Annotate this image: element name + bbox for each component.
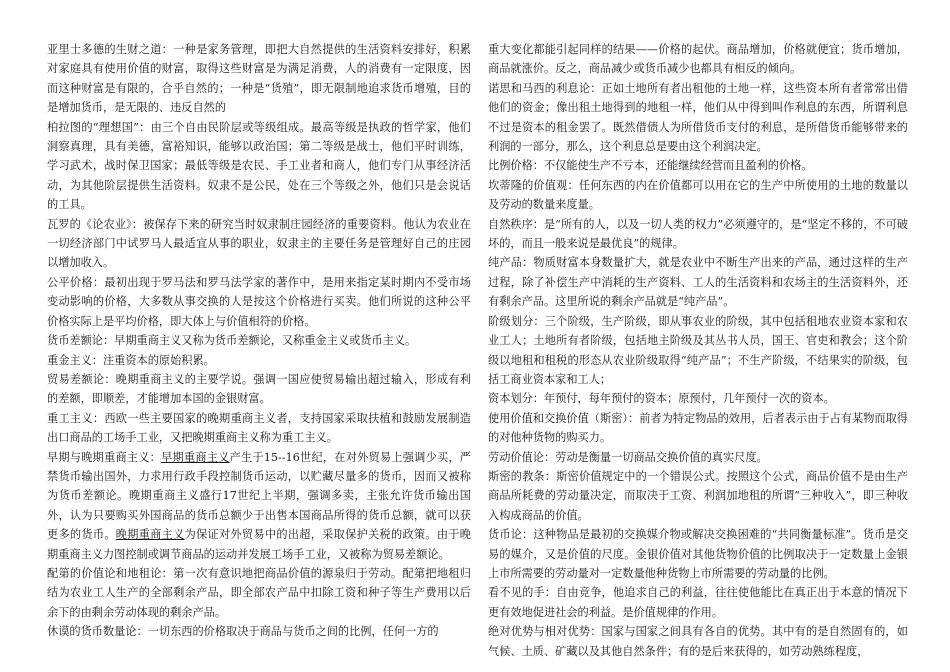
paragraph-balance-of-trade: 贸易差额论：晚期重商主义的主要学说。强调一国应使贸易输出超过输入，形成有利的差额，即顺差，才能增加本国的金银财富。 [47, 372, 471, 406]
paragraph-early-late-mercantilism [47, 448, 471, 564]
underlined-term: 晚期重商主义 [115, 528, 185, 542]
paragraph-aristotle: 亚里士多德的生财之道：一种是家务管理，即把大自然提供的生活资料安排好，积累对家庭具有使用价值的财富，取得这些财富是为满足消费，人的消费有一定限度，因而这种财富是有限的，合乎自然的；一种是“货殖”，即无限制地追求货币增殖，目的是增加货币，是无限的、违反自然的 [47, 43, 471, 115]
underlined-term: 早期重商主义 [161, 450, 230, 464]
paragraph-plato: 柏拉图的“理想国”：由三个自由民阶层或等级组成。最高等级是执政的哲学家，他们洞察真理，具有美德，富裕知识，能够以政治国；第二等级是战士，他们平时训练，学习武术，战时保卫国家；最低等级是农民、手工业者和商人，他们专门从事经济活动，为其他阶层提供生活资料。奴隶不是公民，处在三个等级之外，他们只是会说话的工具。 [47, 120, 471, 212]
paragraph-cantillon: 坎蒂隆的价值观：任何东西的内在价值都可以用在它的生产中所使用的土地的数量以及劳动的数量来度量。 [488, 178, 908, 212]
paragraph-natural-order: 自然秩序：是“所有的人，以及一切人类的权力”必须遵守的，是“坚定不移的，不可破坏的，而且一般来说是最优良”的规律。 [488, 217, 908, 251]
paragraph-proportional-price: 比例价格：不仅能使生产不亏本，还能继续经营而且盈利的价格。 [488, 159, 813, 173]
paragraph-use-exchange-value: 使用价值和交换价值（斯密）：前者为特定物品的效用，后者表示由于占有某物而取得的对他种货物的购买力。 [488, 411, 908, 445]
paragraph-petty: 配第的价值论和地租论：第一次有意识地把商品价值的源泉归于劳动。配第把地租归结为农业工人生产的全部剩余产品，即全部农产品中扣除工资和种子等生产费用以后余下的由剩余劳动体现的剩余产品。 [47, 566, 471, 619]
text-segment: 为保证对外贸易中的出超，采取保护关税的政策。由于晚期重商主义力图控制或调节商品的运动并发展工场手工业，又被称为贸易差额论。 [47, 528, 471, 561]
paragraph-net-product: 纯产品：物质财富本身数量扩大，就是农业中不断生产出来的产品，通过这样的生产过程，除了补偿生产中消耗的生产资料、工人的生活资料和农场主的生活资料外，还有剩余产品。这里所说的剩余产品就是“纯产品”。 [488, 256, 908, 309]
text-segment: 早期与晚期重商主义： [47, 450, 162, 464]
paragraph-money-theory: 货币论：这种物品是最初的交换媒介物或解决交换困难的“共同衡量标准”。货币是交易的媒介，又是价值的尺度。金银价值对其他货物价值的比例取决于一定数量上金银上市所需要的劳动量对一定数量他种货物上市所需要的劳动量的比例。 [488, 528, 908, 580]
paragraph-bullionism: 重金主义：注重资本的原始积累。 [47, 353, 215, 367]
right-column [488, 40, 908, 661]
left-column [47, 40, 471, 642]
paragraph-smith-dogma: 斯密的教条：斯密价值规定中的一个错误公式。按照这个公式，商品价值不是由生产商品所耗费的劳动量决定，而取决于工资、利润加地租的所谓“三种收入”，即三种收入构成商品的价值。 [488, 469, 908, 522]
paragraph-hume-continued: 重大变化都能引起同样的结果——价格的起伏。商品增加，价格就便宜；货币增加，商品就涨价。反之，商品减少或货币减少也都具有相反的倾向。 [488, 43, 908, 76]
paragraph-north-massie: 诺思和马西的利息论：正如土地所有者出租他的土地一样，这些资本所有者常常出借他们的资金；像出租土地得到的地租一样，他们从中得到叫作利息的东西，所谓利息不过是资本的租金罢了。既然借债人为所借货币支付的利息，是所借货币能够带来的利润的一部分，那么，这个利息总是要由这个利润决定。 [488, 81, 908, 154]
paragraph-invisible-hand: 看不见的手：自由竞争，他追求自己的利益，往往使他能比在真正出于本意的情况下更有效地促进社会的利益。是价值规律的作用。 [488, 586, 908, 619]
paragraph-balance-of-money: 货币差额论：早期重商主义又称为货币差额论，又称重金主义或货币主义。 [47, 334, 417, 348]
paragraph-class-division: 阶级划分：三个阶级，生产阶级，即从事农业的阶级，其中包括租地农业资本家和农业工人；土地所有者阶级，包括地主阶级及其丛书人员，国王、官吏和教会；这个阶级以地租和租税的形态从农业阶级取得“纯产品”；不生产阶级，不结果实的阶级，包括工商业资本家和工人； [488, 314, 908, 386]
paragraph-capital-division: 资本划分：年预付，每年预付的资本；原预付，几年预付一次的资本。 [488, 392, 835, 406]
paragraph-just-price: 公平价格：最初出现于罗马法和罗马法学家的著作中，是用来指定某时期内不受市场变动影响的价格，大多数从事交换的人是按这个价格进行买卖。他们所说的这种公平价格实际上是平均价格，即大体上与价值相符的价格。 [47, 275, 471, 328]
text-segment: 产生于15--16世纪，在对外贸易上强调少买，严禁货币输出国外，力求用行政手段控制货币运动，以贮藏尽量多的货币，因而又被称为货币差额论。晚期重商主义盛行17世纪上半期，强调多卖，主张允许货币输出国外，认为只要购买外国商品的货币总额少于出售本国商品所得的货币总额，就可以获更多的货币。 [47, 450, 471, 542]
paragraph-labor-value: 劳动价值论：劳动是衡量一切商品交换价值的真实尺度。 [488, 450, 768, 464]
paragraph-industrialism: 重工主义：西欧一些主要国家的晚期重商主义者，支持国家采取扶植和鼓励发展制造出口商品的工场手工业，又把晚期重商主义称为重工主义。 [47, 411, 471, 445]
paragraph-absolute-advantage: 绝对优势与相对优势：国家与国家之间具有各自的优势。其中有的是自然固有的，如气候、土质、矿藏以及其他自然条件；有的是后来获得的，如劳动熟练程度， [488, 625, 908, 658]
paragraph-varro: 瓦罗的《论农业》：被保存下来的研究当时奴隶制庄园经济的重要资料。他认为农业在一切经济部门中试罗马人最适宜从事的职业，奴隶主的主要任务是管理好自己的庄园以增加收入。 [47, 217, 471, 270]
paragraph-hume: 休谟的货币数量论：一切东西的价格取决于商品与货币之间的比例，任何一方的 [47, 625, 439, 639]
